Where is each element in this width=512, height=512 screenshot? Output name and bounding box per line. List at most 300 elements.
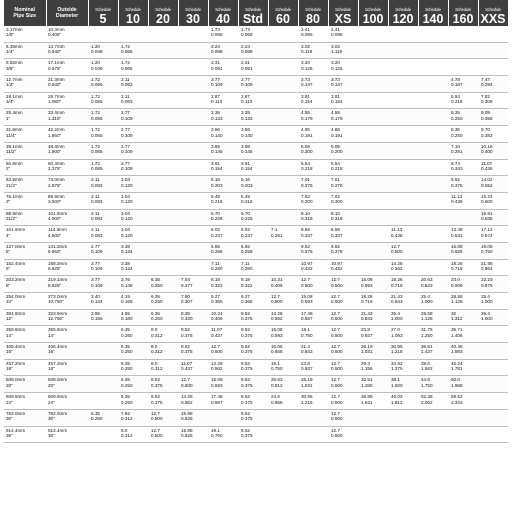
nominal-size-cell-line1: 152.4mm [6,260,26,266]
wall-thickness-cell [208,359,238,376]
wall-thickness-cell [238,293,268,310]
wall-thickness-cell-line2: 0.049 [91,49,103,55]
wall-thickness-cell [448,326,478,343]
nominal-size-cell-line1: 762.0mm [6,410,26,416]
wall-thickness-cell [298,359,328,376]
schedule-prefix-label: Schedule [215,7,231,12]
wall-thickness-cell-line1: 7.92 [121,410,130,416]
wall-thickness-cell-line1: 1.72 [91,77,100,83]
wall-thickness-cell-line1: 8.56 [301,227,310,233]
outside-diameter-cell-line2: 0.675" [48,65,62,71]
wall-thickness-cell-line2: 1.437 [421,349,433,355]
wall-thickness-cell-line1: 36.51 [421,344,433,350]
nominal-size-cell [4,176,46,193]
wall-thickness-cell [268,259,298,276]
wall-thickness-cell-line2: 2.062 [421,399,433,405]
wall-thickness-cell [268,209,298,226]
wall-thickness-cell [118,209,148,226]
wall-thickness-cell-line2: 1.312 [451,316,463,322]
outside-diameter-cell-line2: 0.405" [48,32,62,38]
wall-thickness-cell [268,326,298,343]
wall-thickness-cell [478,409,508,426]
wall-thickness-cell-line2: 0.375 [151,399,163,405]
table-row [4,142,508,159]
wall-thickness-cell [328,276,358,293]
wall-thickness-cell-line2: 0.552 [481,182,493,188]
header-schedule-140 [418,0,448,26]
wall-thickness-cell [118,92,148,109]
wall-thickness-cell-line2: 0.312 [151,349,163,355]
wall-thickness-cell [238,42,268,59]
outside-diameter-cell-line1: 88.9mm [48,193,65,199]
wall-thickness-cell [268,376,298,393]
outside-diameter-cell-line2: 20" [48,382,55,388]
wall-thickness-cell [298,376,328,393]
outside-diameter-cell [46,409,88,426]
wall-thickness-cell [418,293,448,310]
wall-thickness-cell [418,159,448,176]
wall-thickness-cell [388,376,418,393]
wall-thickness-cell [388,209,418,226]
header-schedule-60 [268,0,298,26]
wall-thickness-cell [358,109,388,126]
wall-thickness-cell [478,109,508,126]
schedule-prefix-label: Schedule [185,7,201,12]
nominal-size-cell-line2: 14" [6,332,13,338]
wall-thickness-cell [418,276,448,293]
wall-thickness-cell-line2: 0.593 [271,332,283,338]
header-schedule-20 [148,0,178,26]
wall-thickness-cell-line2: 0.718 [361,299,373,305]
wall-thickness-cell-line1: 8.18 [241,277,250,283]
nominal-size-cell-line2: 1" [6,115,11,121]
wall-thickness-cell [328,142,358,159]
wall-thickness-cell [238,92,268,109]
wall-thickness-cell-line1: 6.35 [151,310,160,316]
wall-thickness-cell-line1: 2.77 [91,277,100,283]
wall-thickness-cell-line2: 0.750 [211,432,223,438]
wall-thickness-cell [418,259,448,276]
outside-diameter-cell-line2: 4.500" [48,232,62,238]
wall-thickness-cell-line2: 0.140 [241,132,253,138]
schedule-prefix-label: Schedule [125,7,141,12]
table-row [4,276,508,293]
header-nominal-line1: Nominal [14,7,35,13]
wall-thickness-cell-line1: 3.56 [241,127,250,133]
wall-thickness-cell-line2: 0.300 [301,199,313,205]
wall-thickness-cell [178,42,208,59]
wall-thickness-cell-line1: 6.55 [241,243,250,249]
wall-thickness-cell-line2: 0.083 [91,232,103,238]
nominal-size-cell [4,209,46,226]
outside-diameter-cell-line2: 0.540" [48,49,62,55]
outside-diameter-cell [46,326,88,343]
header-schedule-10 [118,0,148,26]
wall-thickness-cell [208,26,238,42]
wall-thickness-cell-line1: 25.4 [391,310,400,316]
wall-thickness-cell [88,159,118,176]
wall-thickness-cell-line2: 0.375 [181,332,193,338]
table-row [4,376,508,393]
wall-thickness-cell-line1: 2.11 [121,77,130,83]
wall-thickness-cell-line1: 1.72 [91,143,100,149]
wall-thickness-cell [208,209,238,226]
wall-thickness-cell-line1: 12.7 [181,377,190,383]
wall-thickness-cell-line1: 21.43 [361,310,373,316]
wall-thickness-cell [358,309,388,326]
nominal-size-cell [4,309,46,326]
wall-thickness-cell-line2: 1.968 [451,382,463,388]
wall-thickness-cell-line1: 2.87 [211,93,220,99]
wall-thickness-cell [208,343,238,360]
wall-thickness-cell-line2: 0.312 [121,432,133,438]
wall-thickness-cell-line2: 0.687 [211,399,223,405]
wall-thickness-cell-line2: 0.750 [271,366,283,372]
wall-thickness-cell-line1: 3.68 [241,143,250,149]
wall-thickness-cell [178,376,208,393]
nominal-size-cell [4,76,46,93]
wall-thickness-cell-line2: 0.750 [301,332,313,338]
wall-thickness-cell [388,26,418,42]
wall-thickness-cell-line1: 14.28 [271,310,283,316]
wall-thickness-cell-line2: 0.119 [301,49,313,55]
table-row [4,26,508,42]
nominal-size-cell-line1: 406.4mm [6,344,26,350]
wall-thickness-cell [298,209,328,226]
wall-thickness-cell-line2: 1.593 [451,349,463,355]
wall-thickness-cell-line1: 30.95 [391,344,403,350]
wall-thickness-cell [358,92,388,109]
outside-diameter-cell-line1: 60.3mm [48,160,65,166]
wall-thickness-cell-line1: 17.48 [211,394,223,400]
table-row [4,109,508,126]
wall-thickness-cell [178,309,208,326]
wall-thickness-cell-line1: 6.02 [211,227,220,233]
nominal-size-cell-line2: 12" [6,316,13,322]
wall-thickness-cell [358,59,388,76]
wall-thickness-cell-line1: 9.52 [241,394,250,400]
wall-thickness-cell-line1: 39.6 [421,360,430,366]
wall-thickness-cell [358,126,388,143]
nominal-size-cell-line1: 9.52mm [6,60,23,66]
outside-diameter-cell-line1: 609.6mm [48,394,68,400]
wall-thickness-cell-line1: 3.73 [301,77,310,83]
table-row [4,226,508,243]
wall-thickness-cell [148,309,178,326]
wall-thickness-cell [268,26,298,42]
wall-thickness-cell [388,142,418,159]
wall-thickness-cell-line2: 0.154 [301,99,313,105]
wall-thickness-cell-line2: 1.218 [391,349,403,355]
wall-thickness-cell [328,226,358,243]
wall-thickness-cell [388,259,418,276]
nominal-size-cell [4,126,46,143]
wall-thickness-cell-line2: 0.218 [301,165,313,171]
nominal-size-cell-line1: 25.4mm [6,110,23,116]
outside-diameter-cell-line2: 18" [48,366,55,372]
wall-thickness-cell-line1: 1.72 [121,60,130,66]
wall-thickness-cell [208,59,238,76]
wall-thickness-cell [238,376,268,393]
wall-thickness-cell-line1: 9.52 [241,427,250,433]
wall-thickness-cell-line2: 0.088 [211,49,223,55]
wall-thickness-cell [448,126,478,143]
nominal-size-cell [4,42,46,59]
wall-thickness-cell-line1: 17.12 [481,227,493,233]
wall-thickness-cell-line2: 0.322 [241,282,253,288]
wall-thickness-cell [388,192,418,209]
wall-thickness-cell [448,92,478,109]
wall-thickness-cell-line1: 14.02 [481,177,493,183]
wall-thickness-cell [478,293,508,310]
wall-thickness-cell [268,59,298,76]
wall-thickness-cell-line1: 21.43 [391,294,403,299]
wall-thickness-cell-line2: 0.095 [301,32,313,38]
outside-diameter-cell [46,76,88,93]
outside-diameter-cell [46,109,88,126]
wall-thickness-cell [478,42,508,59]
wall-thickness-cell [388,426,418,443]
outside-diameter-cell [46,259,88,276]
wall-thickness-cell-line2: 0.120 [121,199,133,205]
wall-thickness-cell-line1: 2.87 [241,93,250,99]
wall-thickness-cell-line1: 3.04 [121,210,130,216]
wall-thickness-cell-line1: 21.4 [301,344,310,350]
wall-thickness-cell [448,242,478,259]
wall-thickness-cell-line2: 1.000 [481,316,493,322]
nominal-size-cell-line1: 50.8mm [6,160,23,166]
outside-diameter-cell [46,309,88,326]
outside-diameter-cell [46,26,88,42]
outside-diameter-cell-line1: 10.3mm [48,27,65,32]
wall-thickness-cell-line2: 0.500 [331,366,343,372]
wall-thickness-cell [88,192,118,209]
nominal-size-cell-line2: 11/4" [6,132,17,138]
wall-thickness-cell [88,126,118,143]
wall-thickness-cell-line1: 13.49 [451,227,463,233]
wall-thickness-cell-line2: 0.375 [241,416,253,422]
wall-thickness-cell-line2: 0.330 [181,316,193,322]
wall-thickness-cell-line1: 9.52 [181,327,190,333]
wall-thickness-cell [448,176,478,193]
wall-thickness-cell-line2: 0.358 [481,115,493,121]
wall-thickness-cell-line1: 7.01 [301,177,310,183]
nominal-size-cell [4,26,46,42]
wall-thickness-cell-line1: 3.20 [331,60,340,66]
wall-thickness-cell-line2: 0.375 [241,432,253,438]
wall-thickness-cell [118,359,148,376]
table-row [4,326,508,343]
nominal-size-cell-line2: 3/8" [6,65,15,71]
wall-thickness-cell [118,409,148,426]
wall-thickness-cell [478,309,508,326]
wall-thickness-cell-line2: 0.109 [91,266,103,272]
wall-thickness-cell-line1: 2.11 [121,93,130,99]
wall-thickness-cell [118,343,148,360]
wall-thickness-cell-line2: 0.109 [121,132,133,138]
wall-thickness-cell-line1: 3.56 [211,127,220,133]
wall-thickness-cell [178,176,208,193]
table-row [4,309,508,326]
wall-thickness-cell [208,393,238,410]
wall-thickness-cell [238,259,268,276]
outside-diameter-cell-line1: 48.3mm [48,143,65,149]
wall-thickness-cell [118,226,148,243]
wall-thickness-cell-line2: 0.109 [91,282,103,288]
wall-thickness-cell-line2: 0.277 [181,282,193,288]
wall-thickness-cell-line1: 6.35 [91,410,100,416]
wall-thickness-cell [178,293,208,310]
wall-thickness-cell-line2: 0.156 [91,316,103,322]
wall-thickness-cell-line2: 0.258 [211,249,223,255]
wall-thickness-cell-line1: 45.24 [451,360,463,366]
wall-thickness-cell-line1: 1.73 [211,27,220,32]
schedule-value: 5 [99,12,107,26]
wall-thickness-cell-line1: 12.7 [331,427,340,433]
wall-thickness-cell [448,26,478,42]
wall-thickness-cell-line1: 40.48 [451,344,463,350]
wall-thickness-cell-line2: 0.083 [91,215,103,221]
wall-thickness-cell [358,159,388,176]
wall-thickness-cell-line2: 1.280 [361,382,373,388]
nominal-size-cell-line2: 3" [6,199,11,205]
wall-thickness-cell-line1: 4.78 [451,77,460,83]
wall-thickness-cell-line1: 6.35 [121,327,130,333]
header-schedule-120 [388,0,418,26]
outside-diameter-cell-line2: 16" [48,349,55,355]
wall-thickness-cell-line1: 1.20 [91,60,100,66]
wall-thickness-cell-line1: 29.3 [361,360,370,366]
wall-thickness-cell-line2: 0.500 [211,349,223,355]
wall-thickness-cell [418,209,448,226]
wall-thickness-cell [328,376,358,393]
wall-thickness-cell [238,26,268,42]
wall-thickness-cell-line2: 0.438 [451,199,463,205]
wall-thickness-cell [298,226,328,243]
wall-thickness-cell-line1: 4.55 [121,310,130,316]
outside-diameter-cell-line1: 762.0mm [48,410,68,416]
wall-thickness-cell [328,426,358,443]
table-row [4,209,508,226]
outside-diameter-cell-line2: 2.875" [48,182,62,188]
schedule-prefix-label: Schedule [95,7,111,12]
wall-thickness-cell-line2: 0.593 [301,299,313,305]
wall-thickness-cell-line2: 0.500 [151,432,163,438]
wall-thickness-cell-line2: 1.119 [331,49,343,55]
wall-thickness-cell [298,426,328,443]
wall-thickness-cell-line1: 2.11 [91,210,100,216]
wall-thickness-cell-line1: 9.52 [241,310,250,316]
wall-thickness-cell-line1: 6.35 [121,394,130,400]
outside-diameter-cell-line1: 457.2mm [48,360,68,366]
wall-thickness-cell [148,293,178,310]
wall-thickness-cell-line2: 0.312 [151,366,163,372]
wall-thickness-cell [418,226,448,243]
wall-thickness-cell-line2: 0.091 [211,65,223,71]
wall-thickness-cell [238,176,268,193]
wall-thickness-cell [418,309,448,326]
wall-thickness-cell [208,126,238,143]
nominal-size-cell-line2: 36" [6,432,13,438]
wall-thickness-cell-line2: 0.203 [241,182,253,188]
wall-thickness-cell-line2: 0.437 [211,332,223,338]
wall-thickness-cell-line2: 0.250 [121,382,133,388]
wall-thickness-cell-line2: 0.500 [331,332,343,338]
outside-diameter-cell-line2: 1.050" [48,99,62,105]
wall-thickness-cell-line1: 22.23 [481,277,493,283]
wall-thickness-cell-line2: 0.187 [451,82,463,88]
outside-diameter-cell-line1: 101.6mm [48,210,68,216]
wall-thickness-cell-line2: 0.126 [301,65,313,71]
wall-thickness-cell-line2: 0.216 [241,199,253,205]
wall-thickness-cell [268,126,298,143]
wall-thickness-cell-line1: 26.19 [301,377,313,383]
nominal-size-cell-line1: 254.0mm [6,294,26,299]
wall-thickness-cell-line2: 0.109 [211,82,223,88]
wall-thickness-cell-line2: 1.125 [451,299,463,305]
wall-thickness-cell [448,376,478,393]
table-row [4,159,508,176]
wall-thickness-cell [478,176,508,193]
header-schedule-xs [328,0,358,26]
wall-thickness-cell-line1: 4.85 [301,127,310,133]
nominal-size-cell-line2: 18" [6,366,13,372]
wall-thickness-cell [418,343,448,360]
outside-diameter-cell-line2: 1.315" [48,115,62,121]
wall-thickness-cell-line2: 1.562 [421,366,433,372]
wall-thickness-cell [268,176,298,193]
wall-thickness-cell-line1: 12.7 [151,427,160,433]
wall-thickness-cell [208,42,238,59]
wall-thickness-cell [388,42,418,59]
wall-thickness-cell [238,126,268,143]
wall-thickness-cell [88,142,118,159]
wall-thickness-cell-line1: 26.19 [361,344,373,350]
wall-thickness-cell-line1: 9.27 [211,294,220,299]
wall-thickness-cell [358,259,388,276]
wall-thickness-cell [448,276,478,293]
nominal-size-cell [4,293,46,310]
wall-thickness-cell-line1: 12.7 [391,243,400,249]
wall-thickness-cell-line2: 0.500 [181,382,193,388]
wall-thickness-cell-line2: 0.276 [331,182,343,188]
wall-thickness-cell-line2: 0.065 [91,115,103,121]
header-nominal-line2: Pipe Size [13,13,37,19]
wall-thickness-cell-line2: 0.145 [241,149,253,155]
wall-thickness-cell [448,109,478,126]
wall-thickness-cell-line1: 9.52 [451,177,460,183]
wall-thickness-cell-line1: 6.35 [121,344,130,350]
outside-diameter-cell [46,343,88,360]
wall-thickness-cell-line1: 7.10 [451,143,460,149]
wall-thickness-cell [148,259,178,276]
wall-thickness-cell [268,276,298,293]
wall-thickness-cell [118,76,148,93]
wall-thickness-cell-line2: 0.134 [121,249,133,255]
wall-thickness-cell-line2: 0.500 [331,382,343,388]
nominal-size-cell [4,409,46,426]
wall-thickness-cell-line2: 0.500 [331,316,343,322]
wall-thickness-cell [148,393,178,410]
wall-thickness-cell [88,259,118,276]
table-row [4,126,508,143]
outside-diameter-cell-line1: 13.7mm [48,43,65,49]
wall-thickness-cell [328,242,358,259]
wall-thickness-cell-line2: 0.600 [481,199,493,205]
wall-thickness-cell-line1: 9.09 [481,110,490,116]
wall-thickness-cell-line1: 14.28 [211,360,223,366]
wall-thickness-cell [388,126,418,143]
